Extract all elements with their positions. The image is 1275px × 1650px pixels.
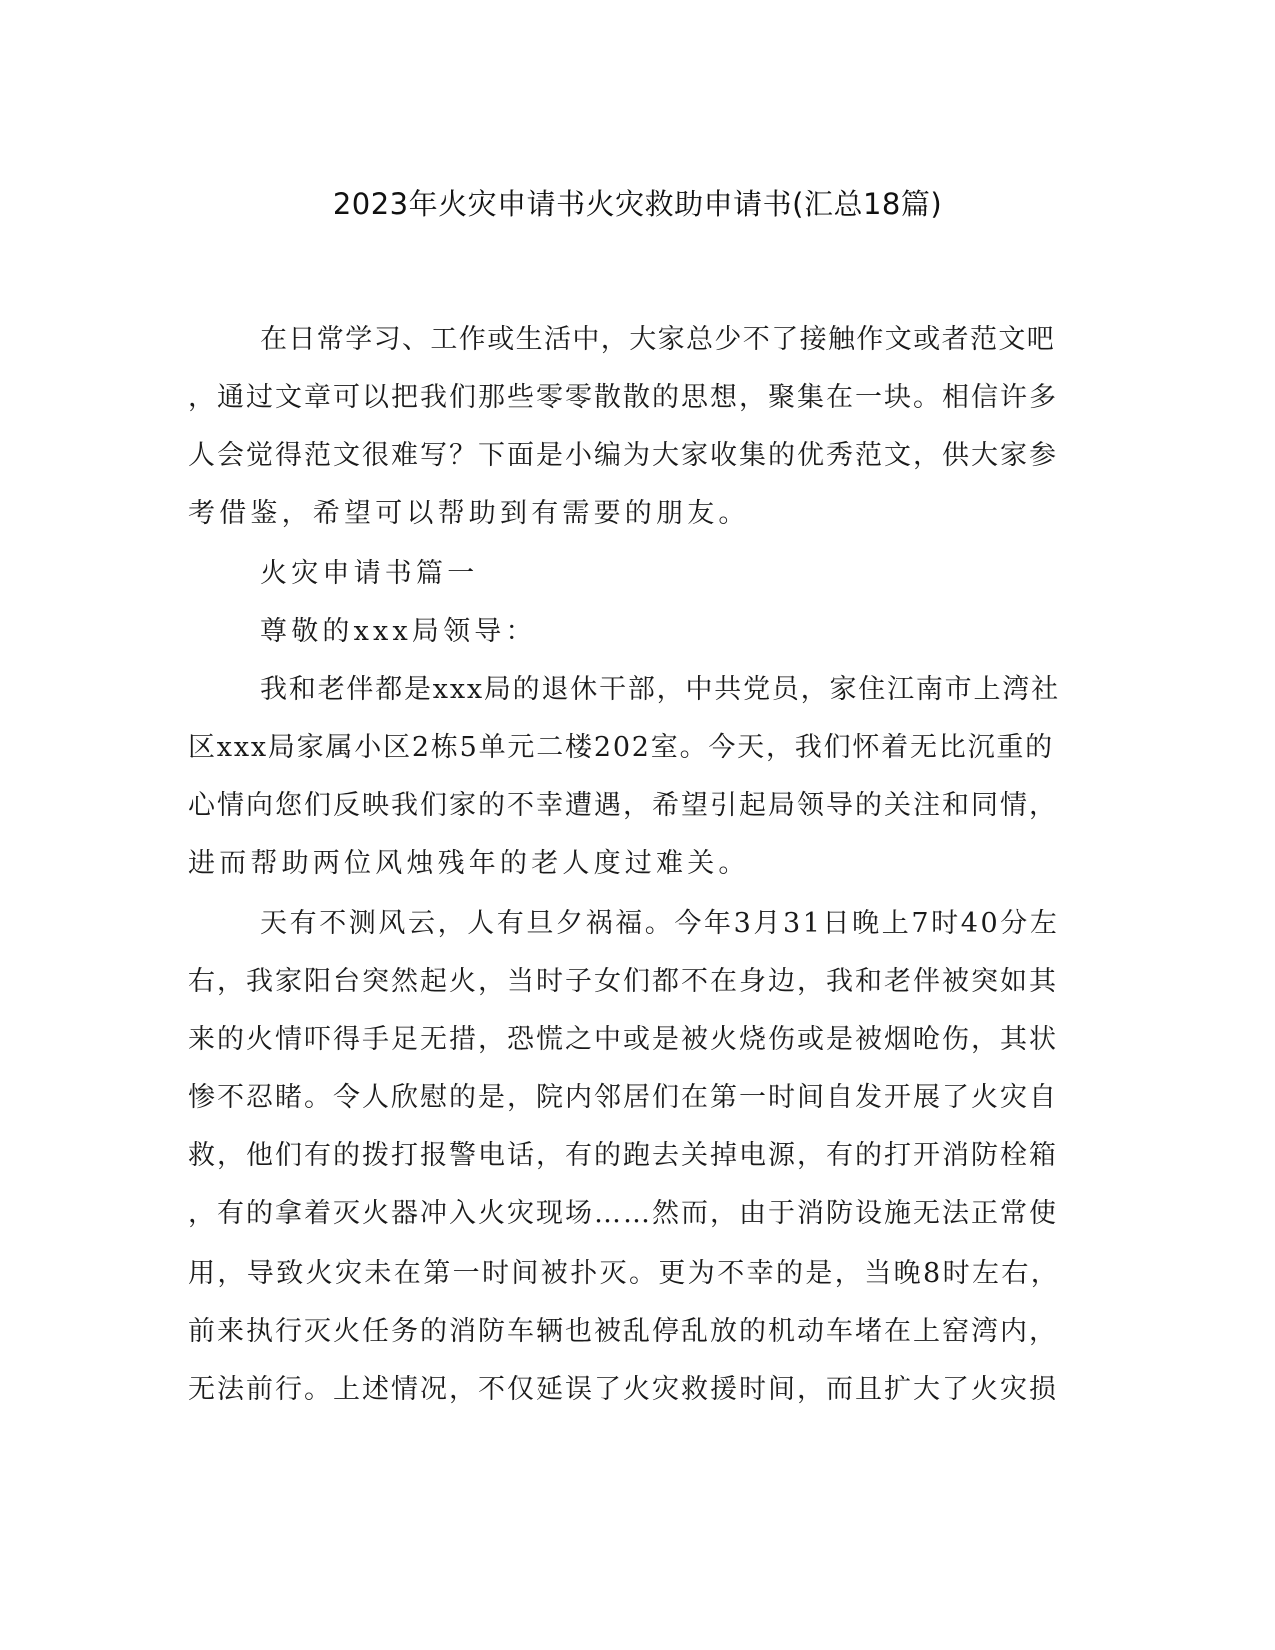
document-title: 2023年火灾申请书火灾救助申请书(汇总18篇) <box>332 187 943 221</box>
body-line-7: 来的火情吓得手足无措，恐慌之中或是被火烧伤或是被烟呛伤，其状 <box>188 1024 1058 1055</box>
body-line-8: 惨不忍睹。令人欣慰的是，院内邻居们在第一时间自发开展了火灾自 <box>188 1082 1058 1113</box>
intro-line-4: 考借鉴，希望可以帮助到有需要的朋友。 <box>188 498 750 529</box>
intro-line-3: 人会觉得范文很难写？下面是小编为大家收集的优秀范文，供大家参 <box>188 440 1058 471</box>
intro-line-1: 在日常学习、工作或生活中，大家总少不了接触作文或者范文吧 <box>260 324 1056 355</box>
salutation: 尊敬的xxx局领导： <box>260 616 537 647</box>
body-line-12: 前来执行灭火任务的消防车辆也被乱停乱放的机动车堵在上窑湾内， <box>188 1316 1058 1347</box>
body-line-9: 救，他们有的拨打报警电话，有的跑去关掉电源，有的打开消防栓箱 <box>188 1140 1058 1171</box>
body-line-6: 右，我家阳台突然起火，当时子女们都不在身边，我和老伴被突如其 <box>188 966 1058 997</box>
body-line-2: 区xxx局家属小区2栋5单元二楼202室。今天，我们怀着无比沉重的 <box>188 732 1054 763</box>
intro-line-2: ，通过文章可以把我们那些零零散散的思想，聚集在一块。相信许多 <box>188 382 1058 413</box>
body-line-1: 我和老伴都是xxx局的退休干部，中共党员，家住江南市上湾社 <box>260 674 1060 705</box>
body-line-3: 心情向您们反映我们家的不幸遭遇，希望引起局领导的关注和同情， <box>188 790 1058 821</box>
section-heading: 火灾申请书篇一 <box>260 558 479 589</box>
body-line-11: 用，导致火灾未在第一时间被扑灭。更为不幸的是，当晚8时左右， <box>188 1258 1061 1289</box>
body-line-4: 进而帮助两位风烛残年的老人度过难关。 <box>188 848 750 879</box>
body-line-10: ，有的拿着灭火器冲入火灾现场……然而，由于消防设施无法正常使 <box>188 1198 1058 1229</box>
body-line-13: 无法前行。上述情况，不仅延误了火灾救援时间，而且扩大了火灾损 <box>188 1374 1058 1405</box>
body-line-5: 天有不测风云，人有旦夕祸福。今年3月31日晚上7时40分左 <box>260 908 1060 939</box>
